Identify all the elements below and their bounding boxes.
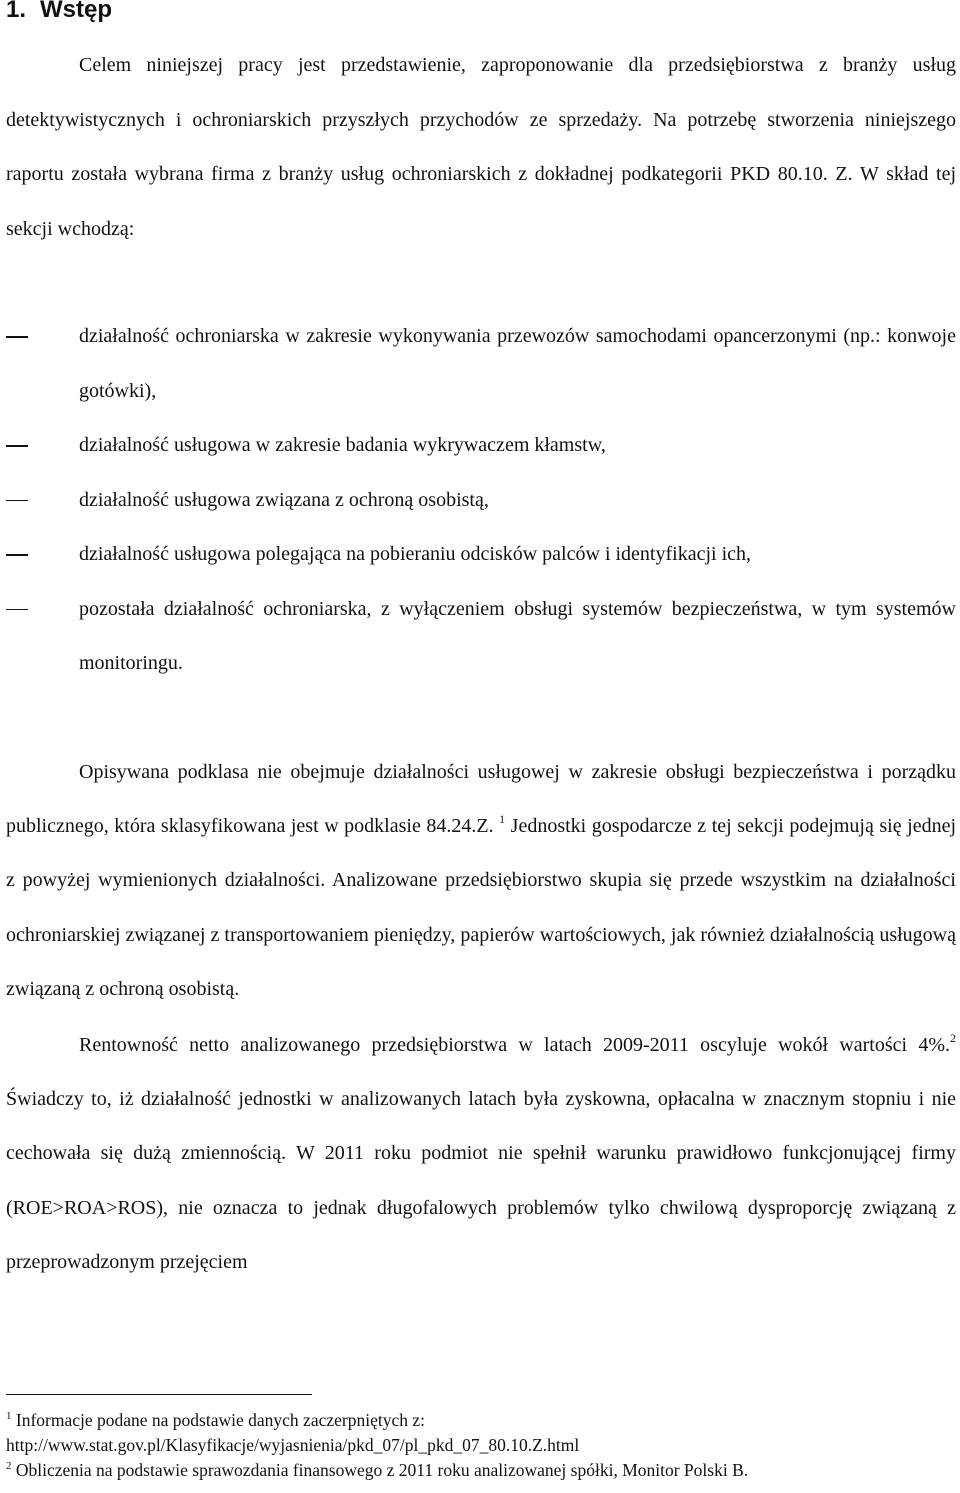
profitability-paragraph	[6, 1018, 956, 1289]
list-item-text: działalność usługowa polegająca na pobieraniu odcisków palców i identyfikacji ich,	[79, 543, 752, 565]
footnote-1-number: 1	[6, 1410, 12, 1422]
profitability-text-b: Świadczy to, iż działalność jednostki w analizowanych latach była zyskowna, opłacalna w znacznym stopniu i nie cechowała się dużą zmiennością. W 2011 roku podmiot nie spełnił warunku prawidłowo funkcjonującej firmy (ROE>ROA>ROS), nie oznacza to jednak długofalowych problemów tylko chwilową dysproporcję związaną z przeprowadzonym przejęciem	[6, 1088, 956, 1273]
footnote-1-link[interactable]: http://www.stat.gov.pl/Klasyfikacje/wyjasnienia/pkd_07/pl_pkd_07_80.10.Z.html	[6, 1435, 580, 1455]
footnote-1	[6, 1408, 956, 1433]
footnote-ref-2[interactable]: 2	[950, 1031, 956, 1045]
list-item	[6, 473, 956, 528]
list-item-text: działalność usługowa w zakresie badania wykrywaczem kłamstw,	[79, 434, 606, 456]
footnote-1-text: Informacje podane na podstawie danych zaczerpniętych z:	[11, 1410, 425, 1430]
footnote-2-text: Obliczenia na podstawie sprawozdania finansowego z 2011 roku analizowanej spółki, Monitor Polski B.	[11, 1460, 749, 1480]
list-item-text: działalność ochroniarska w zakresie wykonywania przewozów samochodami opancerzonymi (np.: konwoje gotówki),	[79, 325, 956, 402]
footnote-ref-1[interactable]: 1	[499, 812, 506, 827]
section-heading	[6, 0, 112, 26]
list-item-text: działalność usługowa związana z ochroną osobistą,	[79, 488, 489, 511]
activity-list	[6, 309, 956, 691]
subclass-text-b: Jednostki gospodarcze z tej sekcji podejmują się jednej z powyżej wymienionych działalności. Analizowane przedsiębiorstwo skupia się przede wszystkim na działalności ochroniarskiej związanej z transportowaniem pieniędzy, papierów wartościowych, jak również działalnością usługową związaną z ochroną osobistą.	[6, 815, 956, 1000]
footnote-2-number: 2	[6, 1460, 12, 1472]
footnotes	[6, 1408, 956, 1483]
subclass-paragraph	[6, 745, 956, 1016]
footnote-separator	[6, 1394, 312, 1395]
profitability-text-a: Rentowność netto analizowanego przedsiębiorstwa w latach 2009-2011 oscyluje wokół wartości 4%.	[79, 1034, 950, 1056]
section-title: Wstęp	[40, 0, 113, 23]
subclass-text-a: Opisywana podklasa nie obejmuje działalności usługowej w zakresie obsługi bezpieczeństwa i porządku publicznego, która sklasyfikowana jest w podklasie 84.24.Z.	[6, 761, 956, 838]
list-item	[6, 418, 956, 473]
intro-paragraph: Celem niniejszej pracy jest przedstawienie, zaproponowanie dla przedsiębiorstwa z branży usług detektywistycznych i ochroniarskich przyszłych przychodów ze sprzedaży. Na potrzebę stworzenia niniejszego raportu została wybrana firma z branży usług ochroniarskich z dokładnej podkategorii PKD 80.10. Z. W skład tej sekcji wchodzą:	[6, 54, 956, 240]
section-number: 1.	[6, 0, 27, 23]
list-item	[6, 527, 956, 582]
list-item	[6, 309, 956, 418]
list-item-text: pozostała działalność ochroniarska, z wyłączeniem obsługi systemów bezpieczeństwa, w tym systemów monitoringu.	[79, 597, 956, 674]
footnote-2	[6, 1458, 956, 1483]
list-item	[6, 582, 956, 691]
